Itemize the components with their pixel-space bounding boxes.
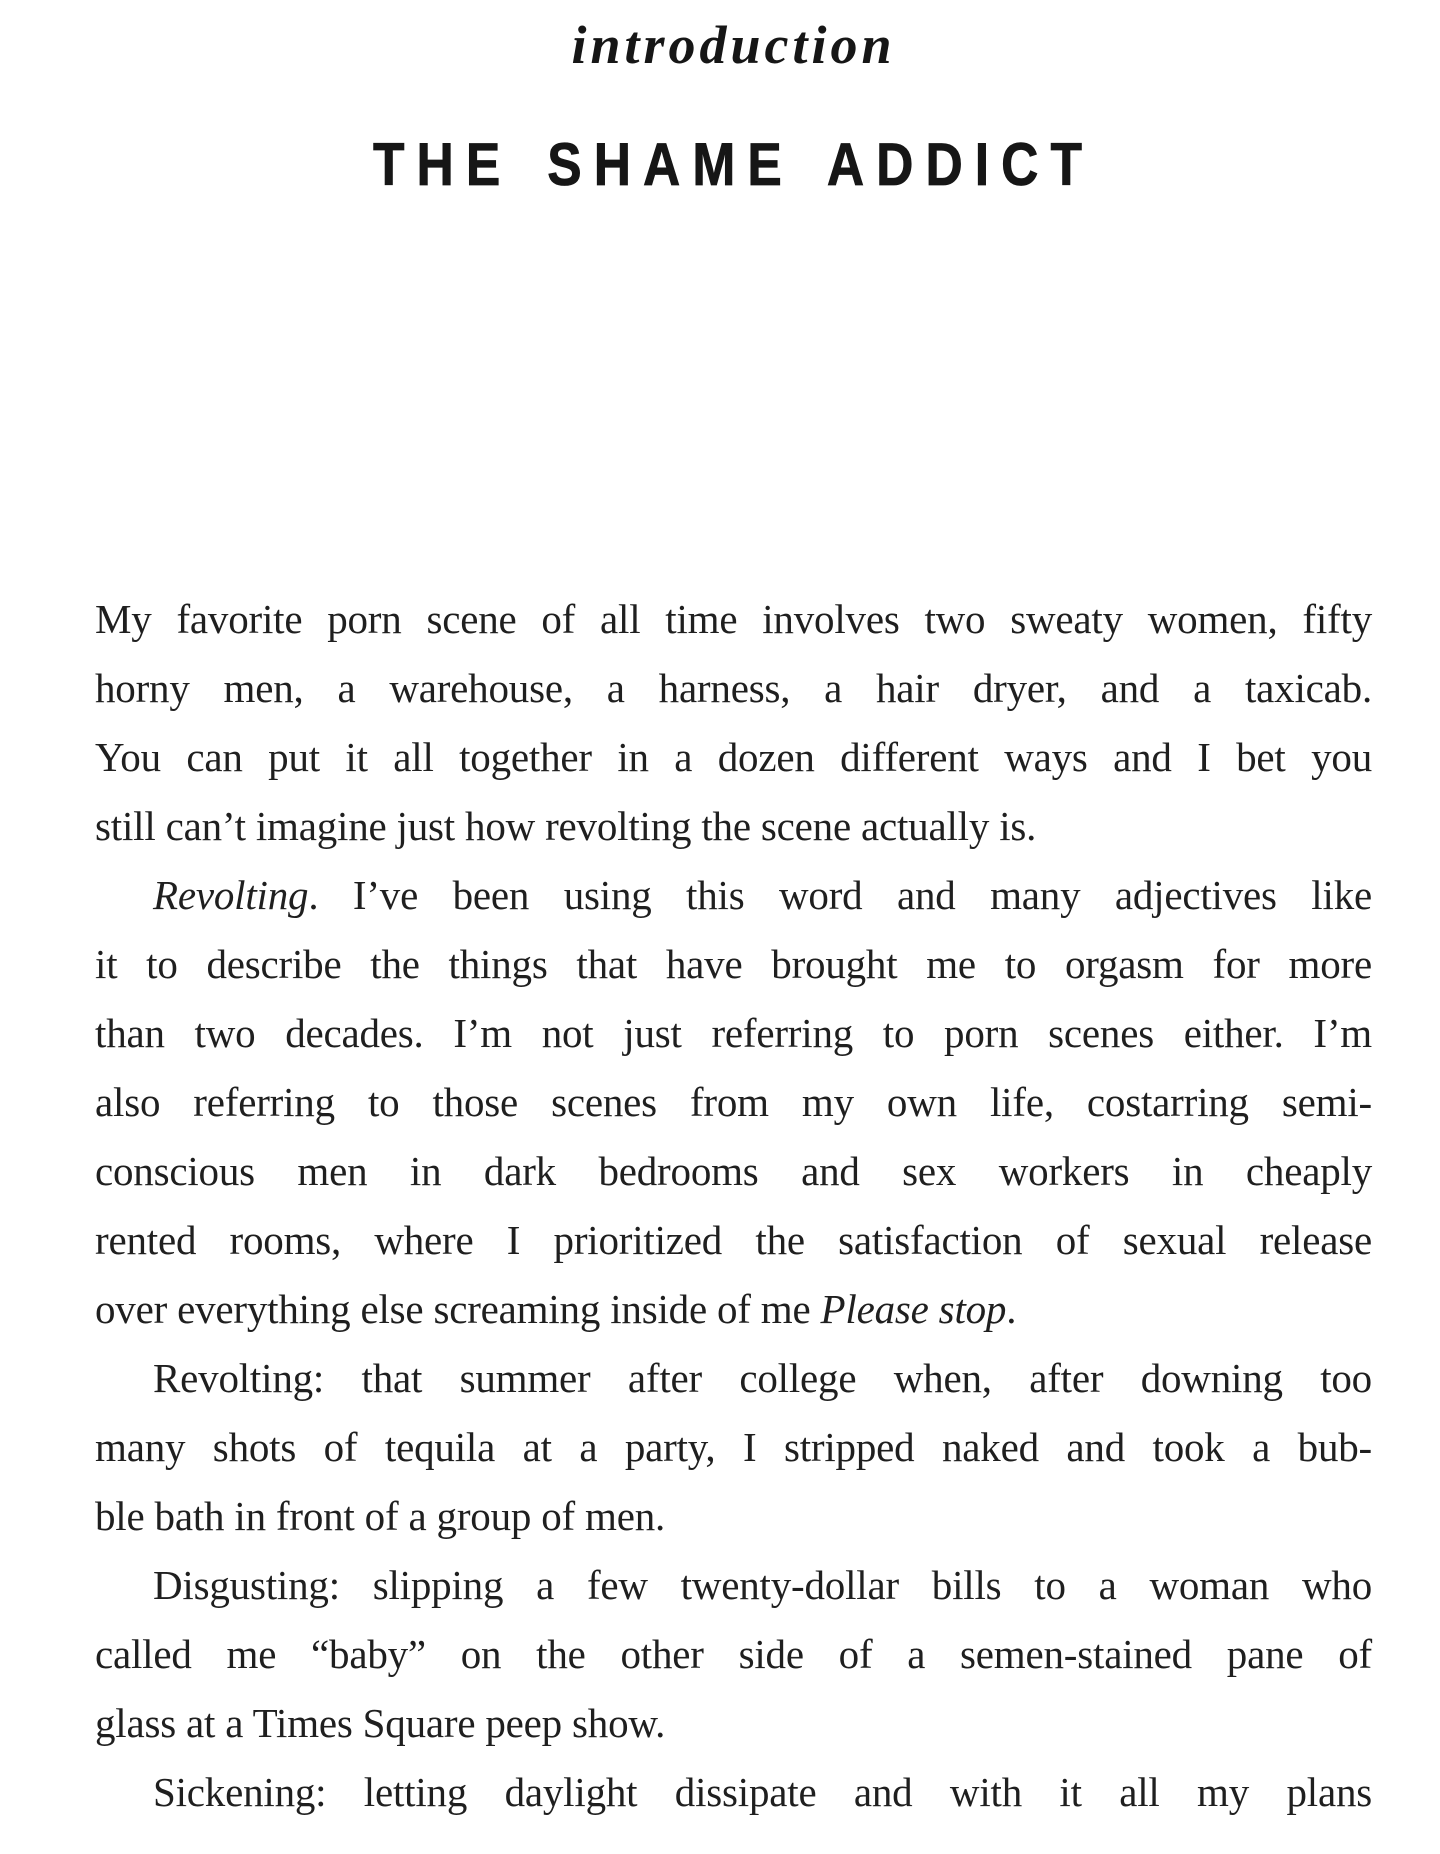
body-segment-italic: Revolting bbox=[153, 872, 309, 918]
body-segment: also referring to those scenes from my own life, costarring semi- bbox=[95, 1079, 1372, 1125]
body-line bbox=[95, 723, 1372, 792]
body-text bbox=[95, 585, 1372, 1827]
body-line bbox=[95, 1344, 1372, 1413]
body-segment: . I’ve been using this word and many adjectives like bbox=[308, 872, 1372, 918]
body-segment: than two decades. I’m not just referring to porn scenes either. I’m bbox=[95, 1010, 1372, 1056]
body-segment: Disgusting: slipping a few twenty-dollar bills to a woman who bbox=[153, 1562, 1372, 1608]
body-segment: Revolting: that summer after college when, after downing too bbox=[153, 1355, 1372, 1401]
body-line bbox=[95, 1620, 1372, 1689]
body-line bbox=[95, 930, 1372, 999]
body-segment: rented rooms, where I prioritized the satisfaction of sexual release bbox=[95, 1217, 1372, 1263]
body-line bbox=[95, 999, 1372, 1068]
chapter-title: THE SHAME ADDICT bbox=[372, 131, 1095, 198]
body-segment: Sickening: letting daylight dissipate and with it all my plans bbox=[153, 1769, 1372, 1815]
body-line bbox=[95, 585, 1372, 654]
body-line bbox=[95, 861, 1372, 930]
body-line bbox=[95, 1275, 1372, 1344]
body-segment: My favorite porn scene of all time involves two sweaty women, fifty bbox=[95, 596, 1372, 642]
body-line bbox=[95, 654, 1372, 723]
body-segment: still can’t imagine just how revolting the scene actually is. bbox=[95, 803, 1037, 849]
chapter-kicker: introduction bbox=[571, 15, 896, 75]
body-segment: called me “baby” on the other side of a semen-stained pane of bbox=[95, 1631, 1372, 1677]
body-segment: over everything else screaming inside of me bbox=[95, 1286, 821, 1332]
body-line bbox=[95, 1551, 1372, 1620]
body-segment: ble bath in front of a group of men. bbox=[95, 1493, 666, 1539]
body-line bbox=[95, 1137, 1372, 1206]
body-segment: . bbox=[1006, 1286, 1017, 1332]
body-line bbox=[95, 1068, 1372, 1137]
body-line bbox=[95, 1482, 1372, 1551]
body-line bbox=[95, 1413, 1372, 1482]
body-segment: it to describe the things that have brought me to orgasm for more bbox=[95, 941, 1372, 987]
body-segment: conscious men in dark bedrooms and sex workers in cheaply bbox=[95, 1148, 1372, 1194]
body-segment: You can put it all together in a dozen different ways and I bet you bbox=[95, 734, 1372, 780]
body-line bbox=[95, 1206, 1372, 1275]
body-segment-italic: Please stop bbox=[820, 1286, 1007, 1332]
body-line bbox=[95, 792, 1372, 861]
body-segment: many shots of tequila at a party, I stripped naked and took a bub- bbox=[95, 1424, 1372, 1470]
body-segment: glass at a Times Square peep show. bbox=[95, 1700, 666, 1746]
body-line bbox=[95, 1758, 1372, 1827]
body-segment: horny men, a warehouse, a harness, a hair dryer, and a taxicab. bbox=[95, 665, 1372, 711]
body-line bbox=[95, 1689, 1372, 1758]
